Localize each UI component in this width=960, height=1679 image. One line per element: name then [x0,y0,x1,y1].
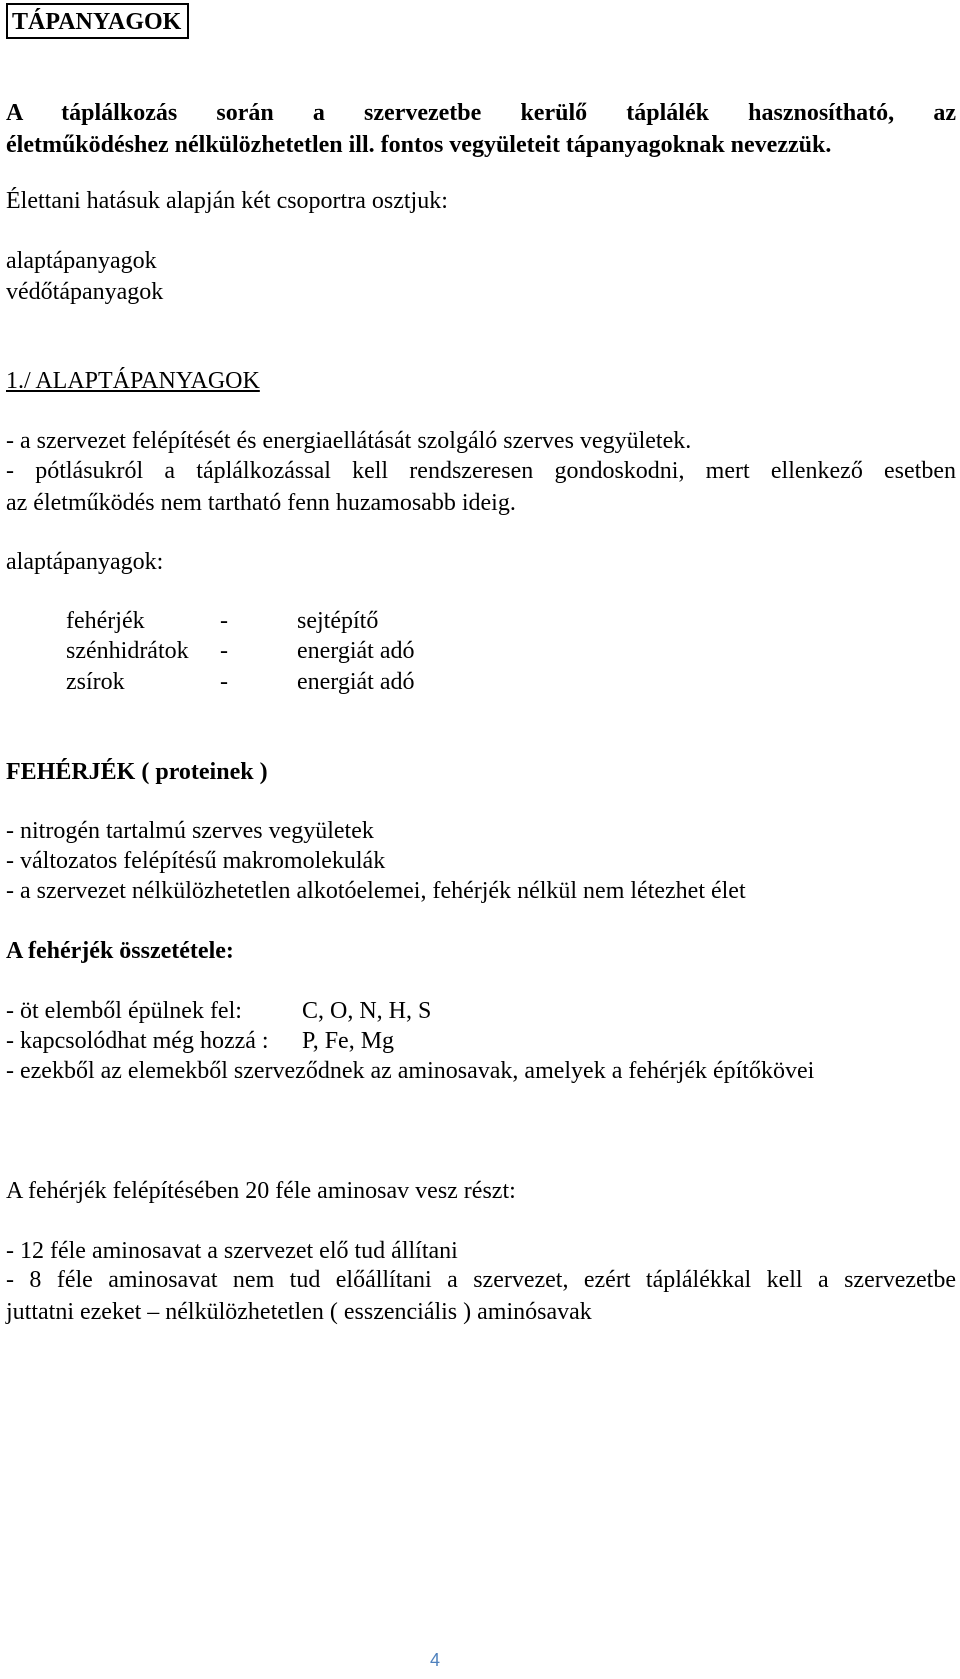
composition-extra-value: P, Fe, Mg [302,1028,395,1054]
composition-elements-label: - öt elemből épülnek fel: [6,998,242,1024]
nutrient-name: zsírok [66,669,125,695]
composition-amino-line: - ezekből az elemekből szerveződnek az aminosavak, amelyek a fehérjék építőkövei [6,1058,815,1084]
amino-lead: A fehérjék felépítésében 20 féle aminosav vesz részt: [6,1178,516,1204]
nutrient-name: fehérjék [66,608,145,634]
nutrient-role: energiát adó [297,669,415,695]
amino-line: - 12 féle aminosavat a szervezet elő tud állítani [6,1238,458,1264]
proteins-heading: FEHÉRJÉK ( proteinek ) [6,759,268,785]
section-line: - pótlásukról a táplálkozással kell rendszeresen gondoskodni, mert ellenkező esetben [6,458,956,484]
document-title: TÁPANYAGOK [6,3,189,39]
intro-paragraph [6,97,956,161]
page-number: 4 [429,1650,440,1670]
composition-heading: A fehérjék összetétele: [6,938,234,964]
basic-nutrients-label: alaptápanyagok: [6,549,164,575]
protein-point: - változatos felépítésű makromolekulák [6,848,386,874]
nutrient-dash: - [220,608,228,634]
groups-lead: Élettani hatásuk alapján két csoportra osztjuk: [6,188,448,214]
section-line: az életműködés nem tartható fenn huzamosabb ideig. [6,490,516,516]
nutrient-role: energiát adó [297,638,415,664]
section-paragraph [6,455,956,519]
protein-point: - a szervezet nélkülözhetetlen alkotóelemei, fehérjék nélkül nem létezhet élet [6,878,746,904]
intro-line: A táplálkozás során a szervezetbe kerülő táplálék hasznosítható, az [6,100,956,126]
section-heading: 1./ ALAPTÁPANYAGOK [6,368,260,394]
composition-extra-label: - kapcsolódhat még hozzá : [6,1028,269,1054]
group-item: védőtápanyagok [6,279,164,305]
intro-line: életműködéshez nélkülözhetetlen ill. fontos vegyületeit tápanyagoknak nevezzük. [6,132,832,158]
section-line: - a szervezet felépítését és energiaellátását szolgáló szerves vegyületek. [6,428,692,454]
nutrient-dash: - [220,638,228,664]
amino-paragraph [6,1264,956,1328]
group-item: alaptápanyagok [6,248,157,274]
nutrient-name: szénhidrátok [66,638,189,664]
protein-point: - nitrogén tartalmú szerves vegyületek [6,818,374,844]
nutrient-dash: - [220,669,228,695]
nutrient-role: sejtépítő [297,608,379,634]
amino-line: juttatni ezeket – nélkülözhetetlen ( esszenciális ) aminósavak [6,1299,592,1325]
amino-line: - 8 féle aminosavat nem tud előállítani a szervezet, ezért táplálékkal kell a szervezetbe [6,1267,956,1293]
composition-elements-value: C, O, N, H, S [302,998,432,1024]
